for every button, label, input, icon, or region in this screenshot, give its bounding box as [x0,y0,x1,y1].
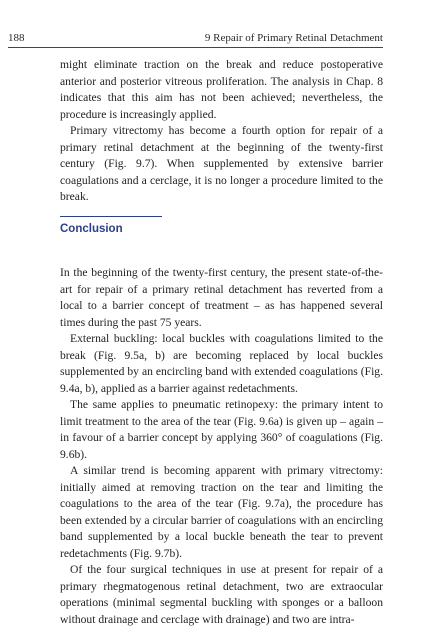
paragraph: The same applies to pneumatic retinopexy: the primary intent to limit treatment to the area of the tear (Fig. 9.6a) is given up – again – in favour of a barrier concept by applying 360° of coagulations (Fig. 9.6b). [60,398,383,461]
conclusion-text-block [60,265,383,628]
header-rule [8,47,383,48]
paragraph: External buckling: local buckles with coagulations limited to the break (Fig. 9.5a, b) are becoming replaced by local buckles supplemented by an encircling band with extended coagulations (Fig. 9.4a, b), applied as a barrier against redetachments. [60,332,383,395]
page-number: 188 [8,32,25,44]
conclusion-rule [60,216,162,217]
paragraph: In the beginning of the twenty-first century, the present state-of-the-art for repair of a primary retinal detachment has reverted from a local to a barrier concept of treatment – as has happened several times during the past 75 years. [60,266,383,329]
paragraph: Of the four surgical techniques in use at present for repair of a primary rhegmatogenous retinal detachment, two are extraocular operations (minimal segmental buckling with sponges or a balloon without drainage and cerclage with drainage) and two are intra- [60,563,383,626]
paragraph: might eliminate traction on the break and reduce postoperative anterior and posterior vitreous proliferation. The analysis in Chap. 8 indicates that this aim has not been achieved; nevertheless, the procedure is increasingly applied. [60,58,383,121]
paragraph: A similar trend is becoming apparent with primary vitrectomy: initially aimed at removing traction on the tear and limiting the coagulations to the area of the tear (Fig. 9.7a), the procedure has been extended by a circular barrier of coagulations with an encircling band supplemented by a local buckle beneath the tear to prevent redetachments (Fig. 9.7b). [60,464,383,560]
page-header [8,30,383,46]
conclusion-heading: Conclusion [60,223,123,235]
running-head: 9 Repair of Primary Retinal Detachment [204,32,383,44]
paragraph: Primary vitrectomy has become a fourth option for repair of a primary retinal detachment at the beginning of the twenty-first century (Fig. 9.7). When supplemented by extensive barrier coagulations and a cerclage, it is no longer a procedure limited to the break. [60,124,383,203]
text-block-before-conclusion [60,57,383,206]
